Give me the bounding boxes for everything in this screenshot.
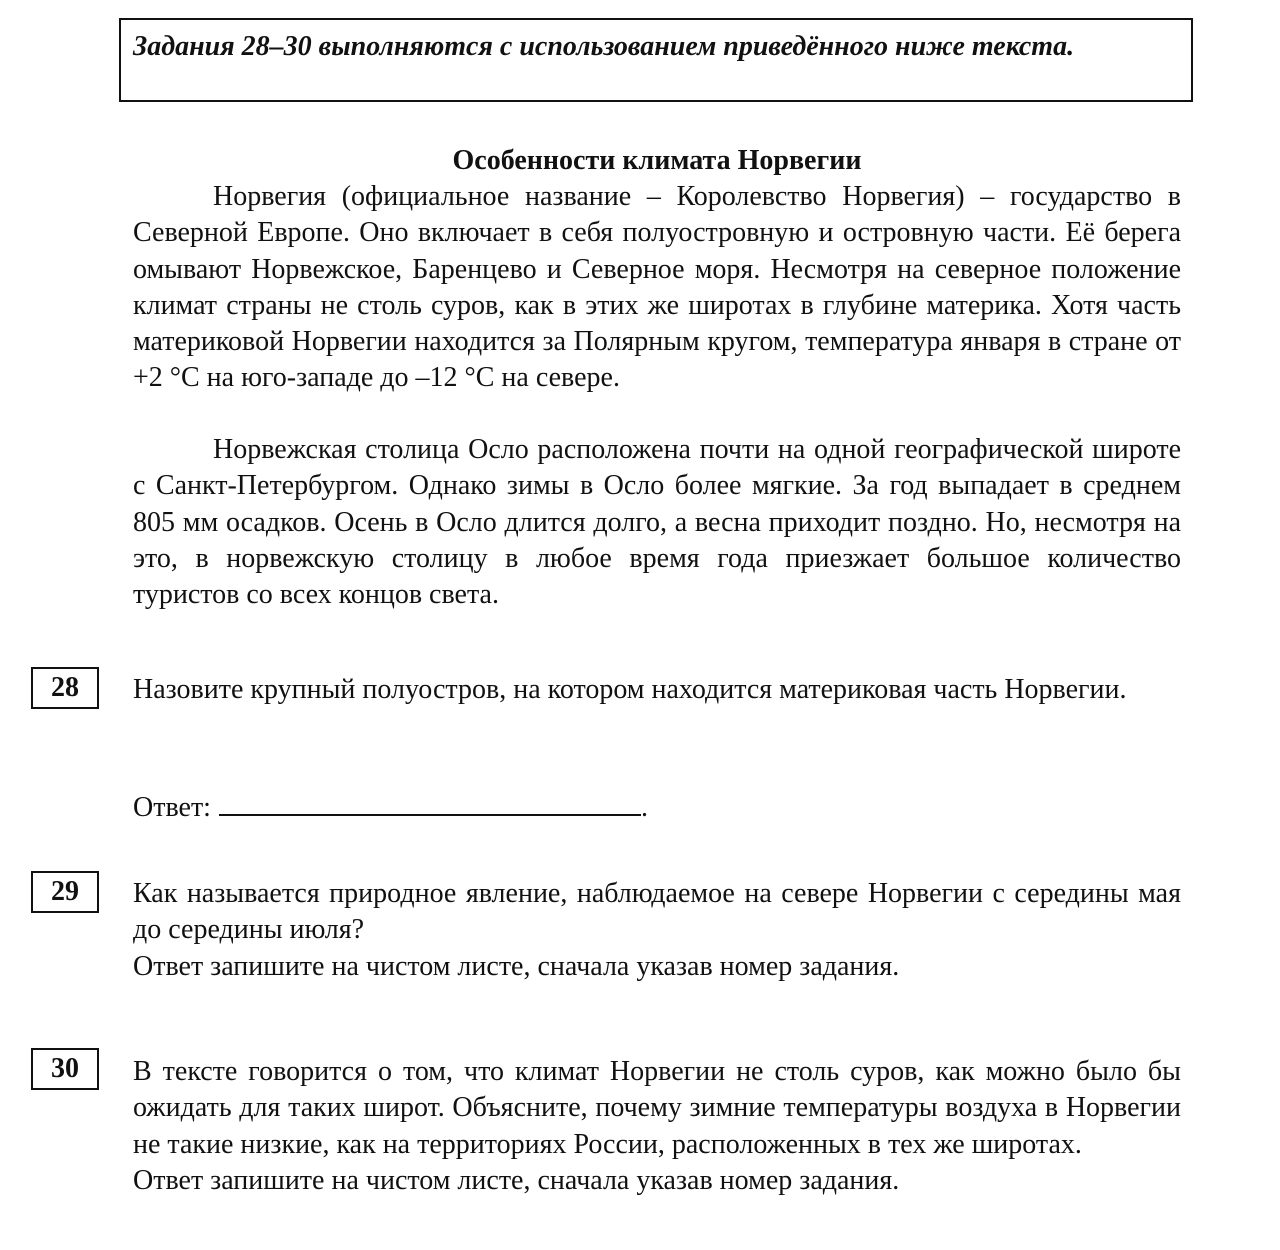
question-28-text: Назовите крупный полуостров, на котором находится материковая часть Норвегии. [133, 674, 1127, 705]
answer-input-line[interactable] [219, 784, 641, 816]
question-30-block [133, 1054, 1181, 1199]
answer-label: Ответ: [133, 792, 211, 823]
question-28-number: 28 [31, 667, 99, 709]
article-paragraph-2: Норвежская столица Осло расположена почти на одной географической широте с Санкт-Петербургом. Однако зимы в Осло более мягкие. За год выпадает в среднем 805 мм осадков. Осень в Осло длится долго, а весна приходит поздно. Но, несмотря на это, в норвежскую столицу в любое время года приезжает большое количество туристов со всех концов света. [133, 434, 1181, 611]
article-title: Особенности климата Норвегии [452, 145, 862, 176]
question-29-text: Как называется природное явление, наблюдаемое на севере Норвегии с середины мая до середины июля? [133, 878, 1181, 946]
question-29-number: 29 [31, 871, 99, 913]
article-paragraph-1: Норвегия (официальное название – Королевство Норвегия) – государство в Северной Европе. Оно включает в себя полуостровную и островную части. Её берега омывают Норвежское, Баренцево и Северное моря. Несмотря на северное положение климат страны не столь суров, как в этих же широтах в глубине материка. Хотя часть материковой Норвегии находится за Полярным кругом, температура января в стране от +2 °С на юго-западе до –12 °С на севере. [133, 181, 1181, 394]
question-30-note: Ответ запишите на чистом листе, сначала указав номер задания. [133, 1164, 900, 1196]
question-29-block [133, 876, 1181, 985]
question-30-number: 30 [31, 1048, 99, 1090]
question-29-note: Ответ запишите на чистом листе, сначала указав номер задания. [133, 950, 900, 982]
answer-end-punct: . [640, 792, 648, 823]
instruction-text: Задания 28–30 выполняются с использованием приведённого ниже текста. [133, 31, 1075, 62]
question-30-text: В тексте говорится о том, что климат Норвегии не столь суров, как можно было бы ожидать для таких широт. Объясните, почему зимние температуры воздуха в Норвегии не такие низкие, как на территориях России, расположенных в тех же широтах. [133, 1056, 1181, 1160]
question-28-answer [133, 784, 648, 826]
instruction-box [119, 18, 1193, 102]
